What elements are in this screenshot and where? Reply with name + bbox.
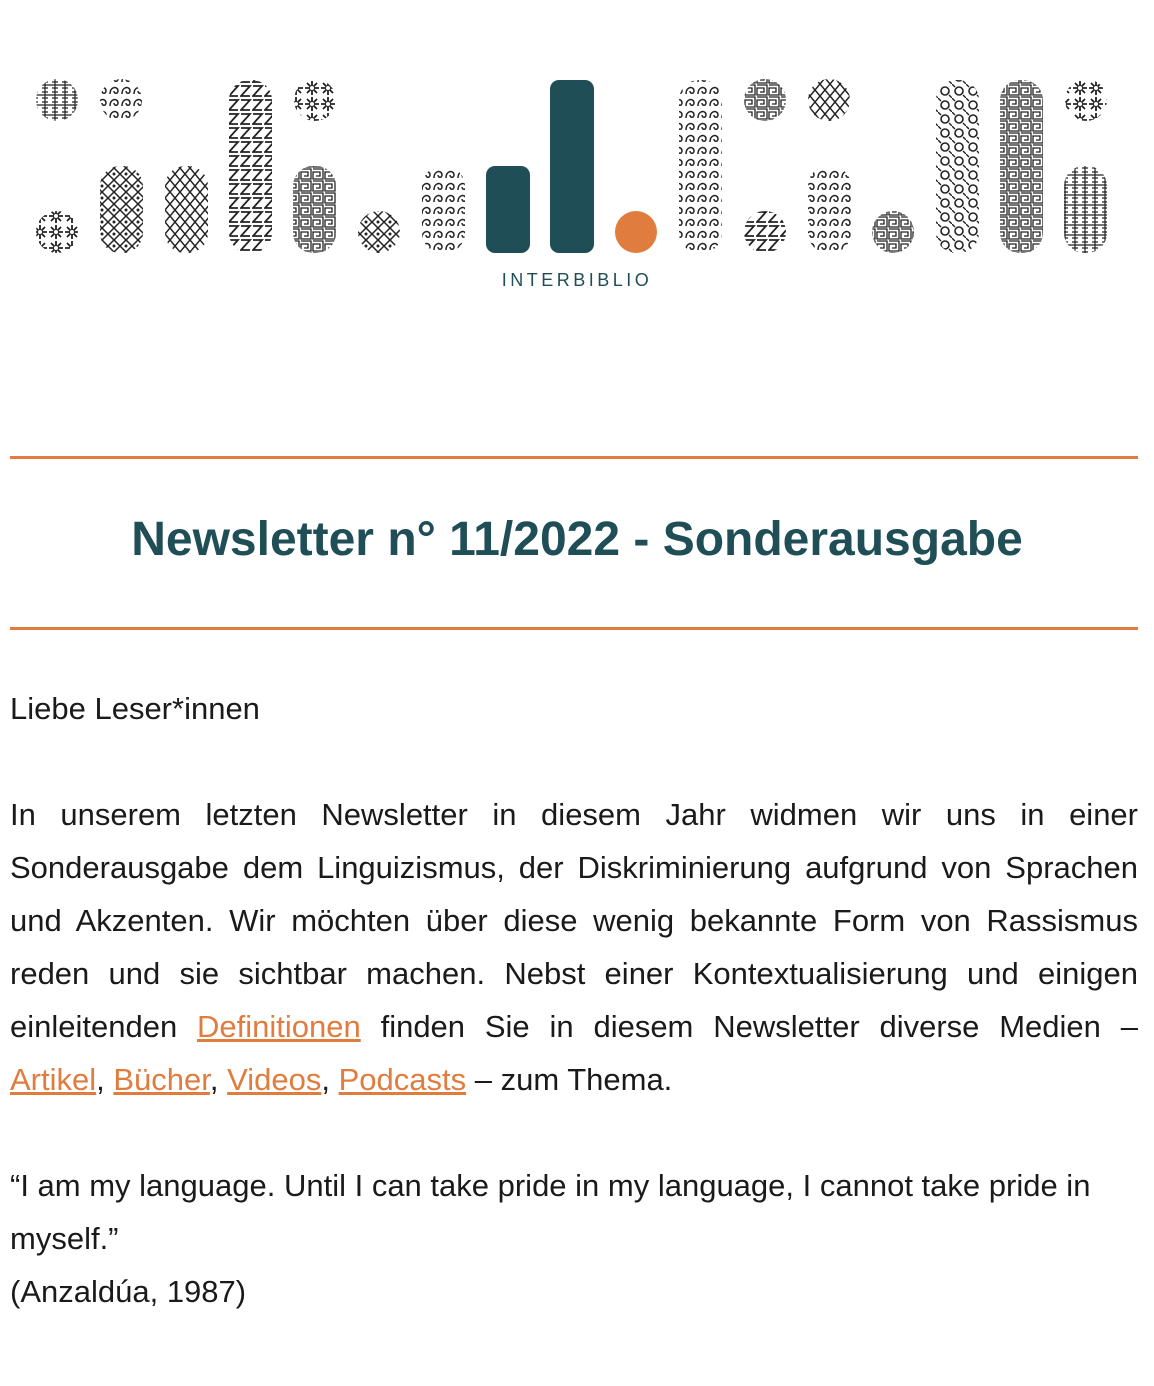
definitions-link[interactable]: Definitionen bbox=[197, 1009, 361, 1044]
pattern-bar bbox=[165, 166, 208, 253]
pattern-dot bbox=[36, 211, 78, 253]
pattern-dot bbox=[36, 79, 78, 121]
pattern-dot bbox=[744, 211, 786, 253]
intro-paragraph: In unserem letzten Newsletter in diesem Jahr widmen wir uns in einer Sonderausgabe dem Linguizismus, der Diskriminierung aufgrund von Sprachen und Akzenten. Wir möchten über diese wenig bekannte Form von Rassismus reden und sie sichtbar machen. Nebst einer Kontextualisierung und einigen einleitenden Definitionen finden Sie in diesem Newsletter diverse Medien – Artikel, Bücher, Videos, Podcasts – zum Thema. bbox=[10, 797, 1138, 1097]
interbiblio-logo-pattern bbox=[0, 0, 1154, 300]
logo-dot bbox=[615, 211, 657, 253]
pattern-dot bbox=[100, 79, 142, 121]
intro-text-continued: finden Sie in diesem Newsletter diverse Medien – bbox=[380, 1009, 1138, 1044]
pattern-dot bbox=[358, 211, 400, 253]
intro-text-end: – zum Thema. bbox=[474, 1062, 673, 1097]
pattern-dot bbox=[1065, 79, 1107, 121]
header-banner bbox=[0, 0, 1154, 320]
quote: “I am my language. Until I can take pride in my language, I cannot take pride in myself.” bbox=[10, 1168, 1091, 1256]
pattern-bar bbox=[100, 166, 143, 253]
divider-top bbox=[10, 456, 1138, 459]
books-link[interactable]: Bücher bbox=[113, 1062, 210, 1097]
newsletter-body bbox=[10, 682, 1138, 1318]
pattern-bar bbox=[808, 166, 851, 253]
newsletter-title: Newsletter n° 11/2022 - Sonderausgabe bbox=[131, 513, 1023, 566]
pattern-dot bbox=[294, 79, 336, 121]
pattern-bar bbox=[1064, 166, 1107, 253]
pattern-dot bbox=[744, 79, 786, 121]
videos-link[interactable]: Videos bbox=[227, 1062, 322, 1097]
pattern-bar bbox=[679, 80, 722, 253]
quote-citation: (Anzaldúa, 1987) bbox=[10, 1274, 247, 1309]
pattern-bar bbox=[293, 166, 336, 253]
pattern-bar bbox=[1000, 80, 1043, 253]
logo-tall-bar bbox=[550, 80, 594, 253]
greeting: Liebe Leser*innen bbox=[10, 691, 260, 726]
pattern-bar bbox=[936, 80, 979, 253]
pattern-bar bbox=[422, 166, 465, 253]
divider-bottom bbox=[10, 627, 1138, 630]
podcasts-link[interactable]: Podcasts bbox=[338, 1062, 467, 1097]
intro-text: In unserem letzten Newsletter in diesem Jahr widmen wir uns in einer Sonderausgabe dem Linguizismus, der Diskriminierung aufgrund von Sprachen und Akzenten. Wir möchten über diese wenig bekannte Form von Rassismus reden und sie sichtbar machen. Nebst einer Kontextualisierung und einigen einleitenden bbox=[10, 797, 1138, 1044]
pattern-dot bbox=[808, 79, 850, 121]
pattern-bar bbox=[229, 80, 272, 253]
articles-link[interactable]: Artikel bbox=[10, 1062, 97, 1097]
logo-short-bar bbox=[486, 166, 530, 253]
brand-name: INTERBIBLIO bbox=[501, 270, 653, 290]
pattern-dot bbox=[872, 211, 914, 253]
